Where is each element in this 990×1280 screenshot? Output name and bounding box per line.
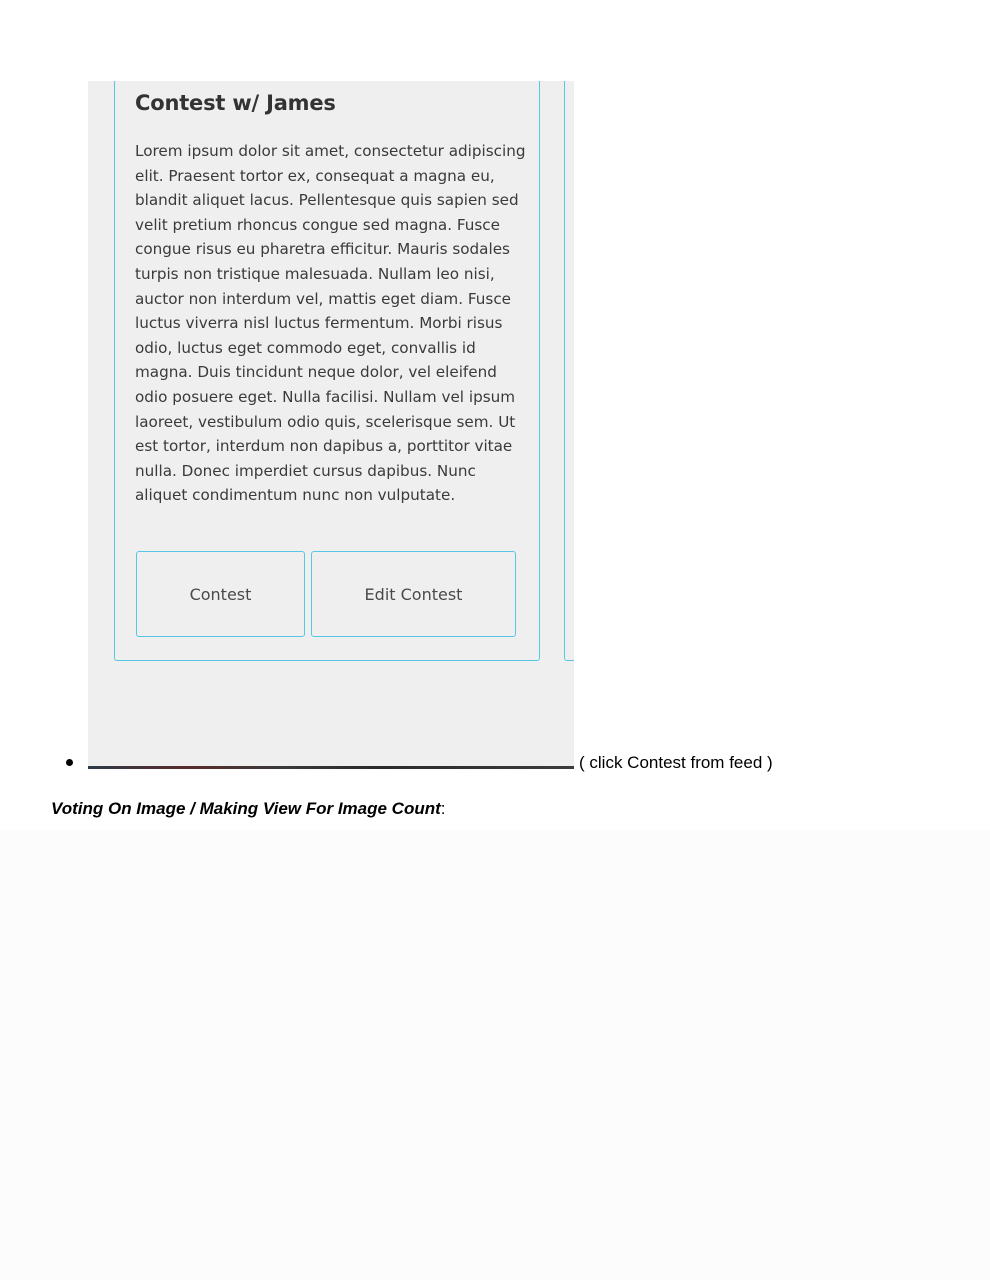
section-heading-text: Voting On Image / Making View For Image Count (51, 799, 441, 818)
card-description: Lorem ipsum dolor sit amet, consectetur adipiscing elit. Praesent tortor ex, consequat a magna eu, blandit aliquet lacus. Pellentesque quis sapien sed velit pretium rhoncus congue sed magna. Fusce congue risus eu pharetra efficitur. Mauris sodales turpis non tristique malesuada. Nullam leo nisi, auctor non interdum vel, mattis eget diam. Fusce luctus viverra nisl luctus fermentum. Morbi risus odio, luctus eget commodo eget, convallis id magna. Duis tincidunt neque dolor, vel eleifend odio posuere eget. Nulla facilisi. Nullam vel ipsum laoreet, vestibulum odio quis, scelerisque sem. Ut est tortor, interdum non dapibus a, porttitor vitae nulla. Donec imperdiet cursus dapibus. Nunc aliquet condimentum nunc non vulputate. (135, 142, 526, 505)
section-heading-colon: : (440, 799, 446, 818)
list-bullet (66, 759, 73, 766)
contest-button[interactable]: Contest (136, 551, 305, 637)
screenshot-bottom-edge (88, 766, 574, 769)
screenshot-caption: ( click Contest from feed ) (579, 753, 773, 772)
card-title: Contest w/ James (135, 91, 336, 115)
contest-card (114, 81, 540, 661)
embedded-screenshot (88, 81, 574, 769)
next-card-edge (564, 81, 574, 661)
blank-page-area (0, 830, 990, 1280)
edit-contest-button[interactable]: Edit Contest (311, 551, 516, 637)
section-heading (51, 798, 446, 820)
